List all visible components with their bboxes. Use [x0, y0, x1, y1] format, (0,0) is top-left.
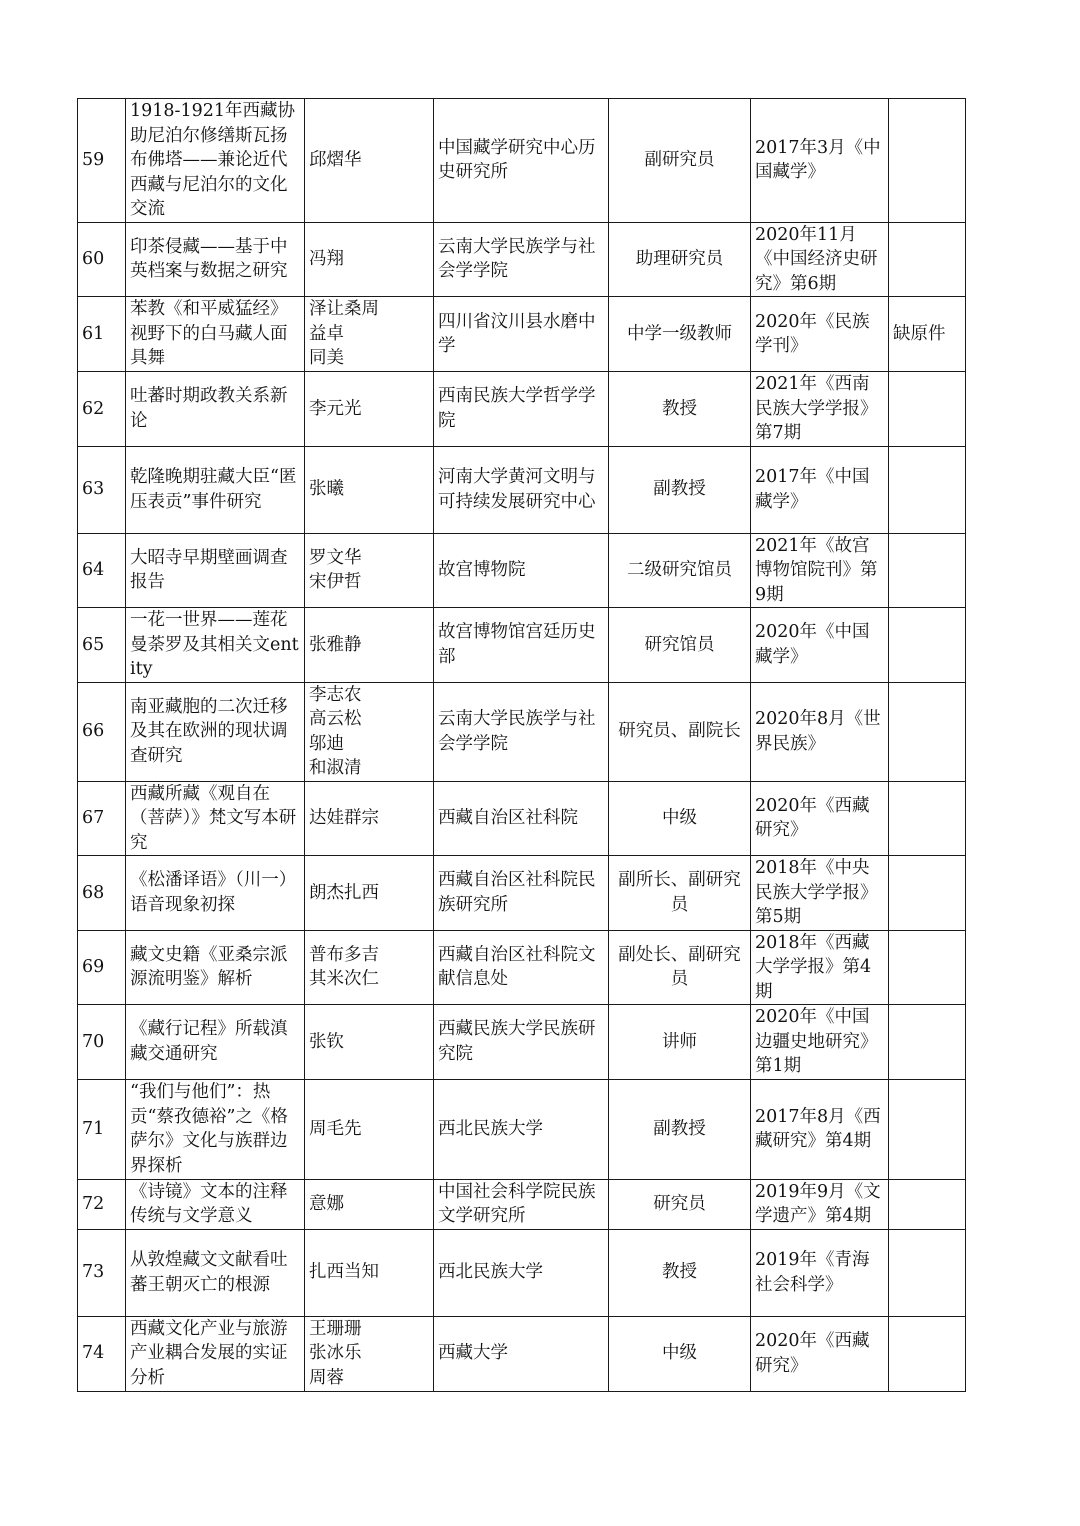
affiliation-cell: 河南大学黄河文明与可持续发展研究中心	[434, 446, 609, 533]
paper-title-cell: 1918-1921年西藏协助尼泊尔修缮斯瓦扬布佛塔——兼论近代西藏与尼泊尔的文化交流	[126, 99, 305, 223]
authors-cell	[305, 856, 434, 931]
publication-cell: 2021年《故宫博物馆院刊》第9期	[751, 533, 889, 608]
authors-cell	[305, 533, 434, 608]
table-row	[78, 533, 966, 608]
author-name: 邱熠华	[309, 150, 362, 170]
author-name: 王珊珊	[309, 1318, 362, 1339]
author-name: 李志农	[309, 684, 362, 705]
table-row	[78, 608, 966, 683]
affiliation-cell: 西藏民族大学民族研究院	[434, 1005, 609, 1080]
authors-cell	[305, 781, 434, 856]
publication-cell: 2017年3月《中国藏学》	[751, 99, 889, 223]
table-row	[78, 1179, 966, 1229]
job-title-cell: 二级研究馆员	[609, 533, 751, 608]
table-row	[78, 372, 966, 447]
table-row	[78, 856, 966, 931]
note-cell	[889, 222, 966, 297]
table-row	[78, 99, 966, 223]
publication-cell: 2020年《西藏研究》	[751, 781, 889, 856]
job-title-cell: 研究员	[609, 1179, 751, 1229]
author-name: 张曦	[309, 479, 344, 500]
job-title-cell: 中级	[609, 781, 751, 856]
author-name: 其米次仁	[309, 969, 379, 990]
author-name: 朗杰扎西	[309, 882, 379, 903]
row-number-cell: 66	[78, 682, 126, 781]
author-name: 普布多吉	[309, 944, 379, 965]
job-title-cell: 副教授	[609, 1079, 751, 1179]
publication-cell: 2020年8月《世界民族》	[751, 682, 889, 781]
affiliation-cell: 西南民族大学哲学学院	[434, 372, 609, 447]
affiliation-cell: 云南大学民族学与社会学学院	[434, 682, 609, 781]
row-number-cell: 74	[78, 1316, 126, 1391]
job-title-cell: 教授	[609, 1229, 751, 1316]
note-cell: 缺原件	[889, 297, 966, 372]
note-cell	[889, 1179, 966, 1229]
paper-title-cell: 乾隆晚期驻藏大臣“匿压表贡”事件研究	[126, 446, 305, 533]
table-row	[78, 930, 966, 1005]
publication-cell: 2020年《中国边疆史地研究》第1期	[751, 1005, 889, 1080]
note-cell	[889, 856, 966, 931]
paper-title-cell: 吐蕃时期政教关系新论	[126, 372, 305, 447]
authors-cell	[305, 446, 434, 533]
author-name: 扎西当知	[309, 1262, 379, 1283]
publication-cell: 2018年《中央民族大学学报》第5期	[751, 856, 889, 931]
table-row	[78, 682, 966, 781]
author-name: 冯翔	[309, 249, 344, 269]
affiliation-cell: 中国藏学研究中心历史研究所	[434, 99, 609, 223]
job-title-cell: 副所长、副研究员	[609, 856, 751, 931]
publication-cell: 2020年《民族学刊》	[751, 297, 889, 372]
row-number-cell: 69	[78, 930, 126, 1005]
affiliation-cell: 故宫博物馆宫廷历史部	[434, 608, 609, 683]
author-name: 邬迪	[309, 733, 344, 754]
affiliation-cell: 四川省汶川县水磨中学	[434, 297, 609, 372]
table-row	[78, 1079, 966, 1179]
paper-title-cell: 大昭寺早期壁画调查报告	[126, 533, 305, 608]
table-row	[78, 1229, 966, 1316]
author-name: 高云松	[309, 709, 362, 729]
authors-cell	[305, 222, 434, 297]
paper-title-cell: 西藏所藏《观自在（菩萨）》梵文写本研究	[126, 781, 305, 856]
publication-cell: 2018年《西藏大学学报》第4期	[751, 930, 889, 1005]
paper-title-cell: 苯教《和平威猛经》视野下的白马藏人面具舞	[126, 297, 305, 372]
row-number-cell: 72	[78, 1179, 126, 1229]
affiliation-cell: 西藏自治区社科院民族研究所	[434, 856, 609, 931]
job-title-cell: 副教授	[609, 446, 751, 533]
publication-cell: 2020年《中国藏学》	[751, 608, 889, 683]
job-title-cell: 副处长、副研究员	[609, 930, 751, 1005]
row-number-cell: 65	[78, 608, 126, 683]
note-cell	[889, 533, 966, 608]
authors-cell	[305, 1316, 434, 1391]
row-number-cell: 67	[78, 781, 126, 856]
publication-cell: 2021年《西南民族大学学报》第7期	[751, 372, 889, 447]
row-number-cell: 59	[78, 99, 126, 223]
author-name: 张雅静	[309, 634, 362, 655]
note-cell	[889, 608, 966, 683]
author-name: 意娜	[309, 1193, 344, 1214]
authors-cell	[305, 682, 434, 781]
paper-title-cell: 《松潘译语》（川一）语音现象初探	[126, 856, 305, 931]
table-row	[78, 781, 966, 856]
authors-cell	[305, 1079, 434, 1179]
affiliation-cell: 西北民族大学	[434, 1079, 609, 1179]
authors-cell	[305, 297, 434, 372]
table-row	[78, 297, 966, 372]
affiliation-cell: 云南大学民族学与社会学学院	[434, 222, 609, 297]
authors-cell	[305, 608, 434, 683]
note-cell	[889, 1079, 966, 1179]
author-name: 张钦	[309, 1031, 344, 1052]
table-row	[78, 1316, 966, 1391]
affiliation-cell: 西藏自治区社科院	[434, 781, 609, 856]
paper-list-table	[77, 98, 966, 1392]
affiliation-cell: 西北民族大学	[434, 1229, 609, 1316]
paper-title-cell: 藏文史籍《亚桑宗派源流明鉴》解析	[126, 930, 305, 1005]
row-number-cell: 68	[78, 856, 126, 931]
note-cell	[889, 1229, 966, 1316]
note-cell	[889, 99, 966, 223]
note-cell	[889, 682, 966, 781]
note-cell	[889, 446, 966, 533]
paper-title-cell: 南亚藏胞的二次迁移及其在欧洲的现状调查研究	[126, 682, 305, 781]
publication-cell: 2017年8月《西藏研究》第4期	[751, 1079, 889, 1179]
row-number-cell: 70	[78, 1005, 126, 1080]
author-name: 达娃群宗	[309, 808, 379, 828]
paper-title-cell: 《藏行记程》所载滇藏交通研究	[126, 1005, 305, 1080]
authors-cell	[305, 99, 434, 223]
authors-cell	[305, 372, 434, 447]
affiliation-cell: 西藏自治区社科院文献信息处	[434, 930, 609, 1005]
publication-cell: 2017年《中国藏学》	[751, 446, 889, 533]
publication-cell: 2020年11月《中国经济史研究》第6期	[751, 222, 889, 297]
note-cell	[889, 930, 966, 1005]
affiliation-cell: 故宫博物院	[434, 533, 609, 608]
author-name: 宋伊哲	[309, 572, 362, 593]
job-title-cell: 研究员、副院长	[609, 682, 751, 781]
note-cell	[889, 1005, 966, 1080]
author-name: 和淑清	[309, 758, 362, 778]
job-title-cell: 研究馆员	[609, 608, 751, 683]
publication-cell: 2019年《青海社会科学》	[751, 1229, 889, 1316]
paper-title-cell: “我们与他们”：热贡“蔡孜德裕”之《格萨尔》文化与族群边界探析	[126, 1079, 305, 1179]
row-number-cell: 71	[78, 1079, 126, 1179]
paper-title-cell: 《诗镜》文本的注释传统与文学意义	[126, 1179, 305, 1229]
paper-title-cell: 西藏文化产业与旅游产业耦合发展的实证分析	[126, 1316, 305, 1391]
table-body	[78, 99, 966, 1392]
authors-cell	[305, 930, 434, 1005]
row-number-cell: 61	[78, 297, 126, 372]
affiliation-cell: 中国社会科学院民族文学研究所	[434, 1179, 609, 1229]
job-title-cell: 助理研究员	[609, 222, 751, 297]
table-row	[78, 1005, 966, 1080]
author-name: 周毛先	[309, 1118, 362, 1139]
paper-title-cell: 从敦煌藏文文献看吐蕃王朝灭亡的根源	[126, 1229, 305, 1316]
author-name: 周蓉	[309, 1367, 344, 1388]
author-name: 罗文华	[309, 547, 362, 568]
authors-cell	[305, 1179, 434, 1229]
note-cell	[889, 781, 966, 856]
table-row	[78, 446, 966, 533]
paper-title-cell: 一花一世界——莲花曼荼罗及其相关文entity	[126, 608, 305, 683]
job-title-cell: 中学一级教师	[609, 297, 751, 372]
authors-cell	[305, 1229, 434, 1316]
row-number-cell: 73	[78, 1229, 126, 1316]
author-name: 益卓	[309, 323, 344, 344]
affiliation-cell: 西藏大学	[434, 1316, 609, 1391]
publication-cell: 2019年9月《文学遗产》第4期	[751, 1179, 889, 1229]
table-row	[78, 222, 966, 297]
row-number-cell: 60	[78, 222, 126, 297]
row-number-cell: 62	[78, 372, 126, 447]
authors-cell	[305, 1005, 434, 1080]
paper-title-cell: 印茶侵藏——基于中英档案与数据之研究	[126, 222, 305, 297]
row-number-cell: 64	[78, 533, 126, 608]
author-name: 李元光	[309, 398, 362, 419]
job-title-cell: 教授	[609, 372, 751, 447]
author-name: 张冰乐	[309, 1343, 362, 1364]
job-title-cell: 中级	[609, 1316, 751, 1391]
publication-cell: 2020年《西藏研究》	[751, 1316, 889, 1391]
job-title-cell: 副研究员	[609, 99, 751, 223]
author-name: 泽让桑周	[309, 299, 379, 320]
row-number-cell: 63	[78, 446, 126, 533]
job-title-cell: 讲师	[609, 1005, 751, 1080]
note-cell	[889, 1316, 966, 1391]
note-cell	[889, 372, 966, 447]
author-name: 同美	[309, 348, 344, 369]
